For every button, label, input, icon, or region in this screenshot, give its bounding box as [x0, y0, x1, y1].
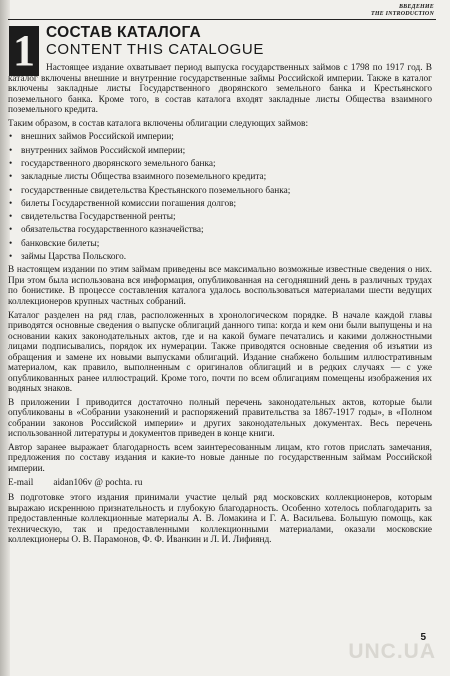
list-item: • свидетельства Государственной ренты; — [8, 212, 432, 223]
list-item: • банковские билеты; — [8, 239, 432, 250]
paragraph-acknowledgements: В подготовке этого издания принимали участие целый ряд московских коллекционеров, которым выражаю искреннюю признательность и глубокую благодарность. Особенно хотелось поблагодарить за предоставленные коллекционные материалы А. В. Ломакина и Г. А. Васильева. Большую помощь, как техническую, так и предоставленными коллекционными материалами, оказали московские коллекционеры О. В. Парамонов, Ф. Ф. Иванкин и Л. И. Лифиянд. — [8, 493, 432, 546]
paragraph-thanks: Автор заранее выражает благодарность всем заинтересованным лицам, кто готов прислать замечания, предложения по составу издания и какие-то новые данные по государственным займам Российской империи. — [8, 442, 432, 474]
email-address: aidan106v @ pochta. ru — [53, 477, 143, 488]
paragraph-appendix: В приложении I приводится достаточно полный перечень законодательных актов, которые были опубликованы в «Собрании узаконений и распоряжений правительства за 1867-1917 годы», в «Полном собрании законов Российской империи» и других законодательных документах. Весь перечень использованной литературы и документов приведен в конце книги. — [8, 397, 432, 440]
body-text — [8, 63, 432, 549]
list-item: • билеты Государственной комиссии погашения долгов; — [8, 199, 432, 210]
bond-type-list — [8, 132, 432, 262]
header-rule — [8, 19, 436, 20]
list-item: • внешних займов Российской империи; — [8, 132, 432, 143]
list-intro: Таким образом, в состав каталога включены облигации следующих займов: — [8, 118, 309, 129]
page-number: 5 — [420, 632, 426, 643]
running-head-en: THE INTRODUCTION — [370, 11, 434, 17]
running-head-ru: ВВЕДЕНИЕ — [398, 4, 434, 10]
section-title-ru: СОСТАВ КАТАЛОГА — [46, 24, 202, 41]
list-item: • внутренних займов Российской империи; — [8, 146, 432, 157]
list-item: • государственные свидетельства Крестьянского поземельного банка; — [8, 186, 432, 197]
list-item: • государственного дворянского земельного банка; — [8, 159, 432, 170]
running-head — [371, 4, 434, 18]
contact-email — [8, 478, 432, 489]
list-item: • обязательства государственного казначейства; — [8, 225, 432, 236]
section-title-en: CONTENT THIS CATALOGUE — [46, 41, 264, 58]
email-label: E-mail — [8, 477, 34, 488]
paragraph-sources: В настоящем издании по этим займам приведены все максимально возможные известные сведения о них. При этом была использована вся информация, опубликованная на сегодняшний день в различных трудах по бонистике. В процессе составления каталога удалось воспользоваться материалами шести ведущих коллекционеров крупных частных собраний. — [8, 265, 432, 307]
intro-paragraph: Настоящее издание охватывает период выпуска государственных займов с 1798 по 1917 год. В каталог включены внешние и внутренние государственные займы Российской империи. Также в каталог включены закладные листы Государственного дворянского земельного банка и Крестьянского поземельного банка. Кроме того, в состав каталога входят закладные листы Общества взаимного поземельного кредита. — [8, 63, 432, 115]
watermark-logo: UNC.UA — [348, 640, 436, 663]
paragraph-structure: Каталог разделен на ряд глав, расположенных в хронологическом порядке. В начале каждой главы приводятся основные сведения о выпуске облигаций данного типа: когда и кем они были выпущены и на основании каких законодательных актов, где и на какой бумаге печатались и какими должностными лицами подписывались, порядок их нумерации. Также приводятся основные сведения об изъятии из обращения и замене их новыми выпусками облигаций. Издание снабжено большим иллюстративным материалом, как правило, выполненным с оригиналов облигаций и в редких случаях — с уже опубликованных ранее иллюстраций. Кроме того, почти по всем облигациям помещены изображения их водяных знаков. — [8, 310, 432, 395]
chapter-number-box: 1 — [9, 26, 39, 76]
list-item: • закладные листы Общества взаимного поземельного кредита; — [8, 172, 432, 183]
list-item: • займы Царства Польского. — [8, 252, 432, 263]
